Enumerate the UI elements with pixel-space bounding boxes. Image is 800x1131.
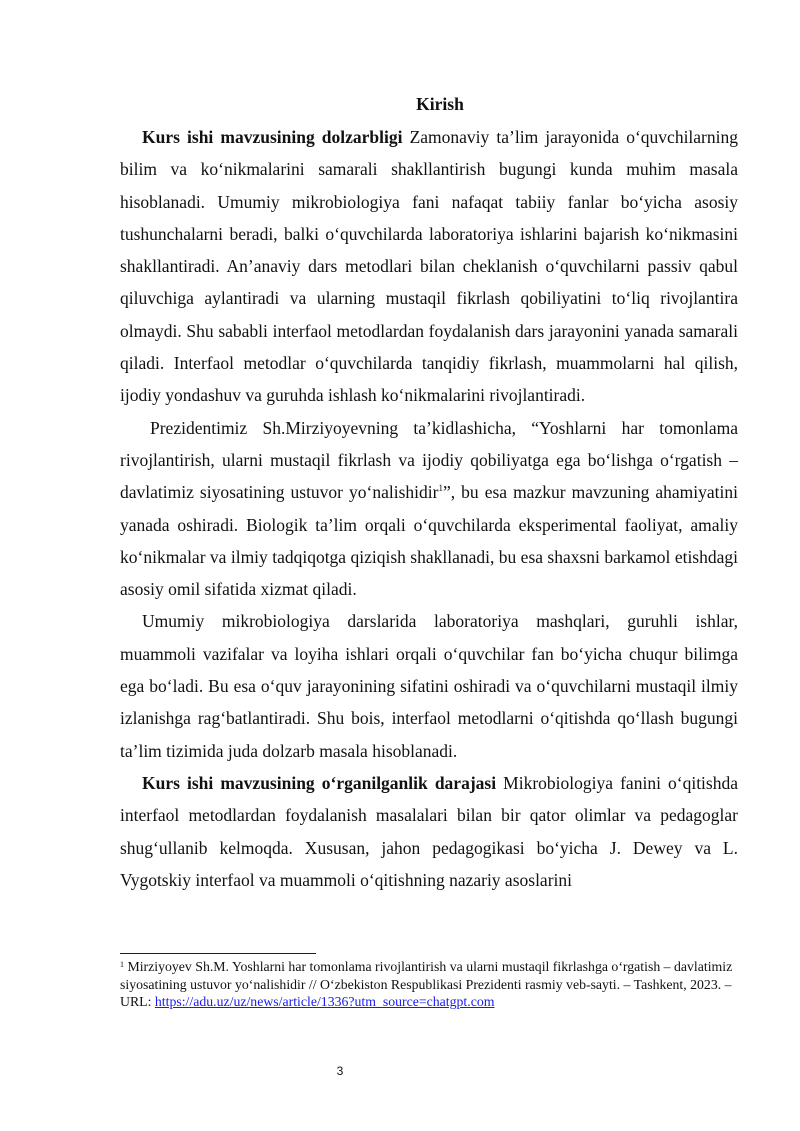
page-number: 3 [336,1064,344,1078]
footnote [120,958,742,1011]
footnote-reference[interactable]: 1 [438,483,443,494]
footnote-number: 1 [120,960,124,969]
lab-exercises-text: Umumiy mikrobiologiya darslarida laboratoriya mashqlari, guruhli ishlar, muammoli vazifalar va loyiha ishlari orqali o‘quvchilar fan bo‘yicha chuqur bilimga ega bo‘ladi. Bu esa o‘quv jarayonining sifatini oshiradi va o‘quvchilarni mustaqil ilmiy izlanishga rag‘batlantiradi. Shu bois, interfaol metodlarni o‘qitishda qo‘llash bugungi ta’lim tizimida juda dolzarb masala hisoblanadi. [120,611,738,761]
paragraph-study-degree [120,767,738,896]
footnote-separator [120,953,316,954]
quote-text-end: ”, bu esa mazkur mavzuning ahamiyatini yanada oshiradi. Biologik ta’lim orqali o‘quvchilarda eksperimental faoliyat, amaliy ko‘nikmalar va ilmiy tadqiqotga qiziqish shakllanadi, bu esa shaxsni barkamol etishdagi asosiy omil sifatida xizmat qiladi. [120,482,738,600]
relevance-text: Zamonaviy ta’lim jarayonida o‘quvchilarning bilim va ko‘nikmalarini samarali shakllantirish bugungi kunda muhim masala hisoblanadi. Umumiy mikrobiologiya fani nafaqat tabiiy fanlar bo‘yicha asosiy tushunchalarni beradi, balki o‘quvchilarda laboratoriya ishlarini bajarish ko‘nikmasini shakllantiradi. An’anaviy dars metodlari bilan cheklanish o‘quvchilarni passiv qabul qiluvchiga aylantiradi va ularning mustaqil fikrlash qobiliyatini to‘liq rivojlantira olmaydi. Shu sababli interfaol metodlardan foydalanish dars jarayonini yanada samarali qiladi. Interfaol metodlar o‘quvchilarda tanqidiy fikrlash, muammolarni hal qilish, ijodiy yondashuv va guruhda ishlash ko‘nikmalarini rivojlantiradi. [120,127,738,406]
study-degree-heading: Kurs ishi mavzusining o‘rganilganlik darajasi [142,772,497,793]
body-text [120,121,738,896]
study-degree-text: Mikrobiologiya fanini o‘qitishda interfaol metodlardan foydalanish masalalari bilan bir qator olimlar va pedagoglar shug‘ullanib kelmoqda. Xususan, jahon pedagogikasi bo‘yicha J. Dewey va L. Vygotskiy interfaol va muammoli o‘qitishning nazariy asoslarini [120,772,738,890]
relevance-heading: Kurs ishi mavzusining dolzarbligi [142,127,403,147]
paragraph-lab-exercises [120,605,738,766]
footnote-text: Mirziyoyev Sh.M. Yoshlarni har tomonlama rivojlantirish va ularni mustaqil fikrlashga o‘rgatish – davlatimiz siyosatining ustuvor yo‘nalishidir // O‘zbekiston Respublikasi Prezidenti rasmiy veb-sayti. – Tashkent, 2023. – URL: [120,959,733,1009]
paragraph-president-quote [120,412,738,606]
footnote-link[interactable]: https://adu.uz/uz/news/article/1336?utm_source=chatgpt.com [154,994,495,1009]
section-title: Kirish [416,94,464,114]
paragraph-relevance [120,121,738,412]
quote-text-start: Prezidentimiz Sh.Mirziyoyevning ta’kidlashicha, “Yoshlarni har tomonlama rivojlantirish, ularni mustaqil fikrlash va ijodiy qobiliyatga ega bo‘lishga o‘rgatish – davlatimiz siyosatining ustuvor yo‘nalishidir [120,417,738,503]
